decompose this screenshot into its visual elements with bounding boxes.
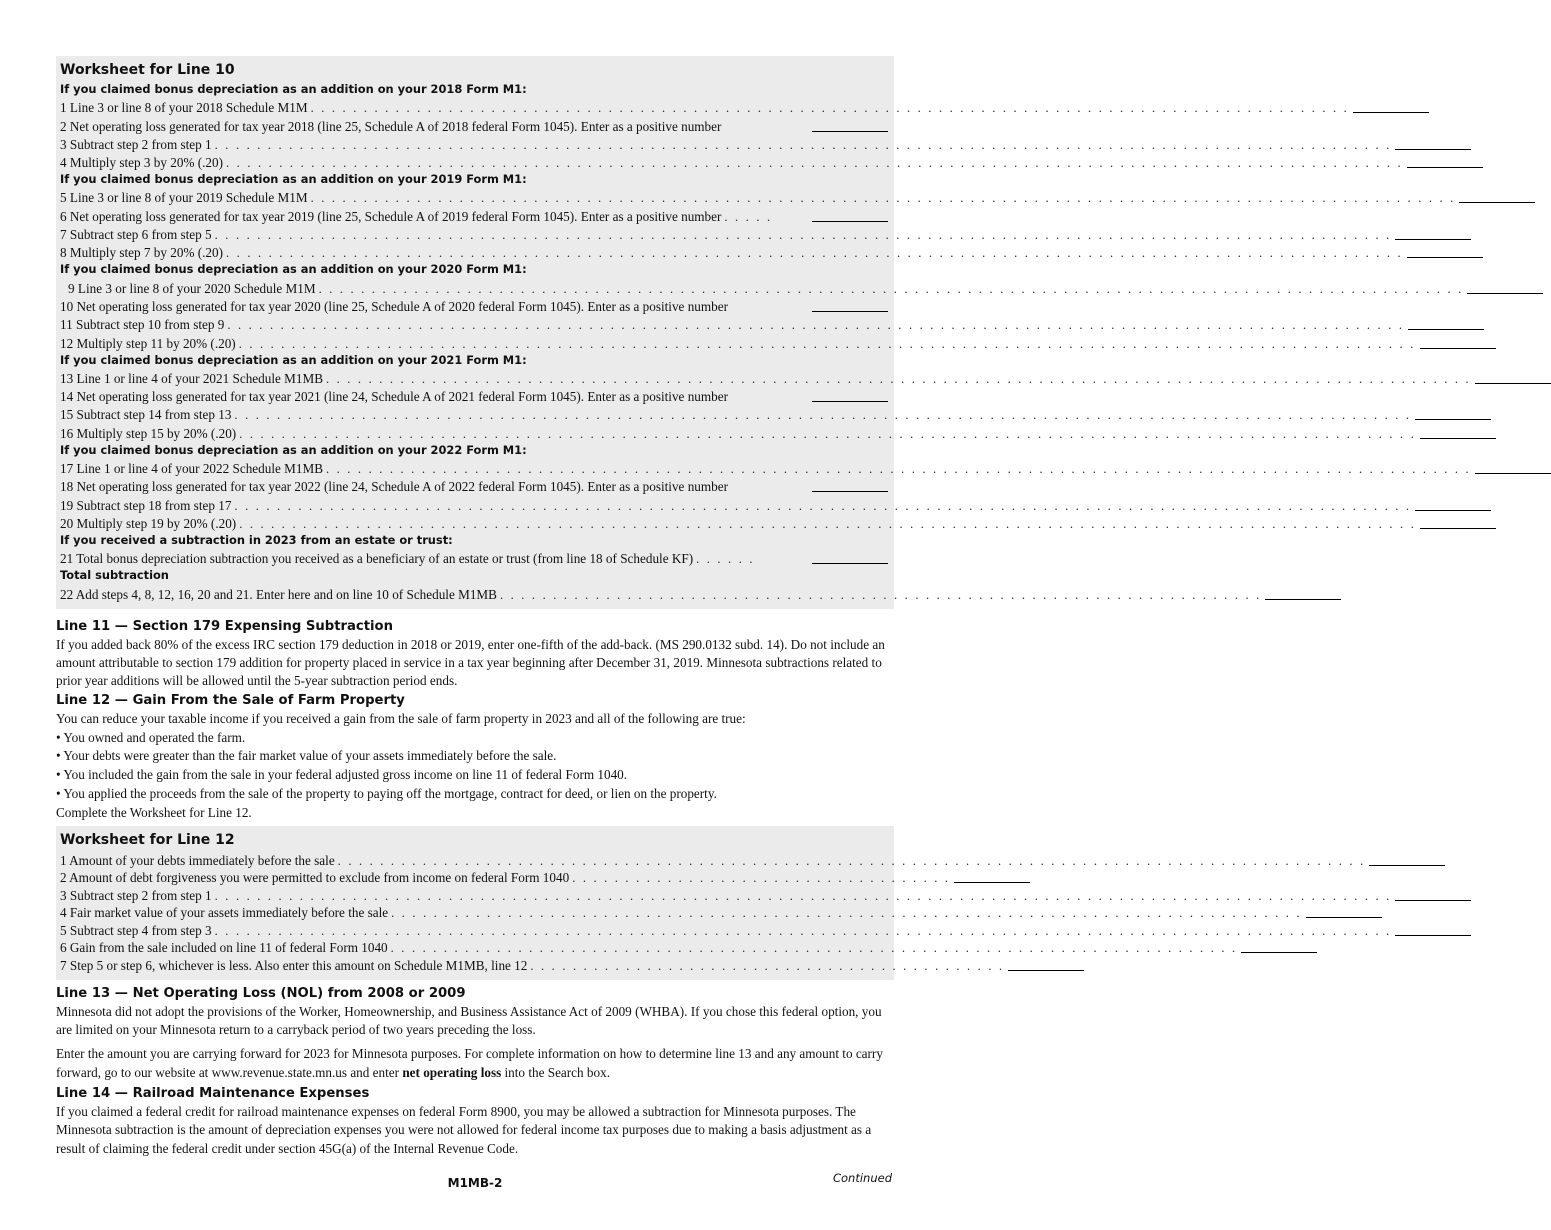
step-text: 10 Net operating loss generated for tax year 2020 (line 25, Schedule A of 2020 federal Form 1045). Enter as a positive number <box>60 298 728 314</box>
step-text: 22 Add steps 4, 8, 12, 16, 20 and 21. Enter here and on line 10 of Schedule M1MB <box>60 586 497 602</box>
search-term: net operating loss <box>402 1064 502 1080</box>
worksheet-step-5: 5 Line 3 or line 8 of your 2019 Schedule M1M . . . . . . . . . . . . . . . . . . . . . . . . . . . . . . . . . . . . . . . . . . . . . . . . . . . . . . . . . . . . . . . . . . . . . . . . . . . . . . . . . . . . . . . . . . . . . . . . . . . . . . . . . . . . <box>60 188 888 206</box>
worksheet-step-11: 11 Subtract step 10 from step 9 . . . . . . . . . . . . . . . . . . . . . . . . . . . . . . . . . . . . . . . . . . . . . . . . . . . . . . . . . . . . . . . . . . . . . . . . . . . . . . . . . . . . . . . . . . . . . . . . . . . . . . . . . . . . . . . <box>60 315 888 333</box>
step-text: 11 Subtract step 10 from step 9 <box>60 317 225 333</box>
continued-label: Continued <box>832 1171 892 1185</box>
worksheet-title: Worksheet for Line 12 <box>60 832 235 849</box>
line-12-bullet: • You included the gain from the sale in your federal adjusted gross income on line 11 of federal Form 1040. <box>56 766 628 782</box>
step-text: 14 Net operating loss generated for tax year 2021 (line 24, Schedule A of 2021 federal Form 1045). Enter as a positive number <box>60 389 728 405</box>
worksheet-title: Worksheet for Line 10 <box>60 62 235 78</box>
section-heading-2021: If you claimed bonus depreciation as an addition on your 2021 Form M1: <box>60 352 527 367</box>
section-heading-total: Total subtraction <box>60 568 169 583</box>
worksheet-line-12 <box>56 826 1392 980</box>
entry-line[interactable] <box>1475 472 1551 474</box>
line-13-text: into the Search box. <box>501 1064 610 1080</box>
step-text: 6 Net operating loss generated for tax year 2019 (line 25, Schedule A of 2019 federal Form 1045). Enter as a positive number <box>60 208 722 224</box>
step-text: 1 Amount of your debts immediately before the sale <box>60 852 335 868</box>
entry-line[interactable] <box>1353 111 1429 113</box>
worksheet-step-7: 7 Subtract step 6 from step 5 . . . . . . . . . . . . . . . . . . . . . . . . . . . . . . . . . . . . . . . . . . . . . . . . . . . . . . . . . . . . . . . . . . . . . . . . . . . . . . . . . . . . . . . . . . . . . . . . . . . . . . . . . . . . . . . <box>60 225 888 243</box>
entry-line[interactable] <box>954 881 1030 883</box>
step-text: 3 Subtract step 2 from step 1 <box>60 887 212 903</box>
line-13-paragraph-2 <box>56 1045 894 1082</box>
line-12-bullet: • You owned and operated the farm. <box>56 729 246 745</box>
line-14-heading: Line 14 — Railroad Maintenance Expenses <box>56 1086 370 1102</box>
worksheet-step-21: 21 Total bonus depreciation subtraction you received as a beneficiary of an estate or trust (from line 18 of Schedule KF) . . . . . . <box>60 549 888 567</box>
entry-line[interactable] <box>1008 969 1084 971</box>
step-text: 12 Multiply step 11 by 20% (.20) <box>60 335 236 351</box>
section-heading-estate: If you received a subtraction in 2023 from an estate or trust: <box>60 532 453 547</box>
step-text: 20 Multiply step 19 by 20% (.20) <box>60 515 237 531</box>
worksheet-step-12: 12 Multiply step 11 by 20% (.20) . . . . . . . . . . . . . . . . . . . . . . . . . . . . . . . . . . . . . . . . . . . . . . . . . . . . . . . . . . . . . . . . . . . . . . . . . . . . . . . . . . . . . . . . . . . . . . . . . . . . . . . . . . . . . . . <box>60 333 888 351</box>
step-text: 2 Amount of debt forgiveness you were permitted to exclude from income on federal Form 1040 <box>60 870 570 886</box>
entry-line[interactable] <box>812 400 888 402</box>
entry-line[interactable] <box>1467 292 1543 294</box>
entry-line[interactable] <box>1407 256 1483 258</box>
entry-line[interactable] <box>1306 916 1382 918</box>
line-13-paragraph-1: Minnesota did not adopt the provisions of the Worker, Homeownership, and Business Assistance Act of 2009 (WHBA). If you chose this federal option, you are limited on your Minnesota return to a carryback period of two years preceding the loss. <box>56 1003 882 1038</box>
entry-line[interactable] <box>812 562 888 564</box>
worksheet-step-1: 1 Amount of your debts immediately before the sale . . . . . . . . . . . . . . . . . . . . . . . . . . . . . . . . . . . . . . . . . . . . . . . . . . . . . . . . . . . . . . . . . . . . . . . . . . . . . . . . . . . . . . . . . . . . . . . . . <box>60 851 888 869</box>
step-text: 9 Line 3 or line 8 of your 2020 Schedule M1M <box>68 280 316 296</box>
worksheet-step-1: 1 Line 3 or line 8 of your 2018 Schedule M1M . . . . . . . . . . . . . . . . . . . . . . . . . . . . . . . . . . . . . . . . . . . . . . . . . . . . . . . . . . . . . . . . . . . . . . . . . . . . . . . . . . . . . . . . . . . . . . . . . . <box>60 98 888 116</box>
page-content <box>56 56 1471 1158</box>
section-heading-2022: If you claimed bonus depreciation as an addition on your 2022 Form M1: <box>60 442 527 457</box>
step-text: 19 Subtract step 18 from step 17 <box>60 497 232 513</box>
entry-line[interactable] <box>1459 201 1535 203</box>
line-13-text: Enter the amount you are carrying forward for 2023 for Minnesota purposes. For complete information on how to determine line 13 and any amount to carry forward, go to our website at www.revenue.state.mn.us and enter <box>56 1046 883 1080</box>
step-text: 5 Line 3 or line 8 of your 2019 Schedule M1M <box>60 190 308 206</box>
step-text: 4 Fair market value of your assets immediately before the sale <box>60 905 389 921</box>
step-text: 6 Gain from the sale included on line 11 of federal Form 1040 <box>60 940 388 956</box>
entry-line[interactable] <box>1475 382 1551 384</box>
step-text: 21 Total bonus depreciation subtraction you received as a beneficiary of an estate or trust (from line 18 of Schedule KF) <box>60 551 694 567</box>
entry-line[interactable] <box>1265 598 1341 600</box>
worksheet-line-10 <box>56 56 1471 609</box>
line-12-bullet: • You applied the proceeds from the sale of the property to paying off the mortgage, contract for deed, or lien on the property. <box>56 785 717 801</box>
line-11-heading: Line 11 — Section 179 Expensing Subtraction <box>56 618 394 634</box>
entry-line[interactable] <box>1241 951 1317 953</box>
worksheet-step-9: 9 Line 3 or line 8 of your 2020 Schedule M1M . . . . . . . . . . . . . . . . . . . . . . . . . . . . . . . . . . . . . . . . . . . . . . . . . . . . . . . . . . . . . . . . . . . . . . . . . . . . . . . . . . . . . . . . . . . . . . . . . . . . . . . . . . . . <box>60 278 888 296</box>
entry-line[interactable] <box>812 220 888 222</box>
worksheet-step-2 <box>60 116 888 134</box>
step-text: 15 Subtract step 14 from step 13 <box>60 407 232 423</box>
step-text: 8 Multiply step 7 by 20% (.20) <box>60 245 224 261</box>
worksheet-step-4: 4 Fair market value of your assets immediately before the sale . . . . . . . . . . . . . . . . . . . . . . . . . . . . . . . . . . . . . . . . . . . . . . . . . . . . . . . . . . . . . . . . . . . . . . . . . . . . . . . . . . . . . . <box>60 904 888 922</box>
worksheet-step-20: 20 Multiply step 19 by 20% (.20) . . . . . . . . . . . . . . . . . . . . . . . . . . . . . . . . . . . . . . . . . . . . . . . . . . . . . . . . . . . . . . . . . . . . . . . . . . . . . . . . . . . . . . . . . . . . . . . . . . . . . . . . . . . . . . . <box>60 514 888 532</box>
entry-line[interactable] <box>1395 934 1471 936</box>
entry-line[interactable] <box>1407 166 1483 168</box>
step-text: 1 Line 3 or line 8 of your 2018 Schedule M1M <box>60 100 308 116</box>
page-number: M1MB-2 <box>447 1176 503 1190</box>
entry-line[interactable] <box>1408 328 1484 330</box>
worksheet-step-6: 6 Net operating loss generated for tax year 2019 (line 25, Schedule A of 2019 federal Form 1045). Enter as a positive number . . . . . <box>60 206 888 224</box>
entry-line[interactable] <box>1395 148 1471 150</box>
entry-line[interactable] <box>812 490 888 492</box>
line-12-heading: Line 12 — Gain From the Sale of Farm Property <box>56 693 405 709</box>
worksheet-step-4: 4 Multiply step 3 by 20% (.20) . . . . . . . . . . . . . . . . . . . . . . . . . . . . . . . . . . . . . . . . . . . . . . . . . . . . . . . . . . . . . . . . . . . . . . . . . . . . . . . . . . . . . . . . . . . . . . . . . . . . . . . . . . . . . . . <box>60 153 888 171</box>
entry-line[interactable] <box>812 310 888 312</box>
worksheet-step-5: 5 Subtract step 4 from step 3 . . . . . . . . . . . . . . . . . . . . . . . . . . . . . . . . . . . . . . . . . . . . . . . . . . . . . . . . . . . . . . . . . . . . . . . . . . . . . . . . . . . . . . . . . . . . . . . . . . . . . . . . . . . . . . . <box>60 921 888 939</box>
entry-line[interactable] <box>1415 509 1491 511</box>
worksheet-step-19: 19 Subtract step 18 from step 17 . . . . . . . . . . . . . . . . . . . . . . . . . . . . . . . . . . . . . . . . . . . . . . . . . . . . . . . . . . . . . . . . . . . . . . . . . . . . . . . . . . . . . . . . . . . . . . . . . . . . . . . . . . . . . . . <box>60 495 888 513</box>
entry-line[interactable] <box>1420 437 1496 439</box>
step-text: 7 Step 5 or step 6, whichever is less. Also enter this amount on Schedule M1MB, line 12 <box>60 957 528 973</box>
entry-line[interactable] <box>1420 527 1496 529</box>
entry-line[interactable] <box>812 130 888 132</box>
line-13-heading: Line 13 — Net Operating Loss (NOL) from 2008 or 2009 <box>56 985 466 1001</box>
worksheet-step-8: 8 Multiply step 7 by 20% (.20) . . . . . . . . . . . . . . . . . . . . . . . . . . . . . . . . . . . . . . . . . . . . . . . . . . . . . . . . . . . . . . . . . . . . . . . . . . . . . . . . . . . . . . . . . . . . . . . . . . . . . . . . . . . . . . . <box>60 243 888 261</box>
worksheet-step-22: 22 Add steps 4, 8, 12, 16, 20 and 21. Enter here and on line 10 of Schedule M1MB . . . . . . . . . . . . . . . . . . . . . . . . . . . . . . . . . . . . . . . . . . . . . . . . . . . . . . . . . . . . . . . . . . . . . . . . <box>60 584 888 602</box>
section-heading-2018: If you claimed bonus depreciation as an addition on your 2018 Form M1: <box>60 82 527 96</box>
worksheet-step-15: 15 Subtract step 14 from step 13 . . . . . . . . . . . . . . . . . . . . . . . . . . . . . . . . . . . . . . . . . . . . . . . . . . . . . . . . . . . . . . . . . . . . . . . . . . . . . . . . . . . . . . . . . . . . . . . . . . . . . . . . . . . . . . . <box>60 405 888 423</box>
entry-line[interactable] <box>1420 347 1496 349</box>
line-12-complete: Complete the Worksheet for Line 12. <box>56 805 252 821</box>
step-text: 2 Net operating loss generated for tax year 2018 (line 25, Schedule A of 2018 federal Form 1045). Enter as a positive number <box>60 118 722 134</box>
worksheet-step-18 <box>60 477 888 495</box>
worksheet-step-3: 3 Subtract step 2 from step 1 . . . . . . . . . . . . . . . . . . . . . . . . . . . . . . . . . . . . . . . . . . . . . . . . . . . . . . . . . . . . . . . . . . . . . . . . . . . . . . . . . . . . . . . . . . . . . . . . . . . . . . . . . . . . . . . <box>60 886 888 904</box>
step-text: 16 Multiply step 15 by 20% (.20) <box>60 425 237 441</box>
step-text: 4 Multiply step 3 by 20% (.20) <box>60 155 224 171</box>
worksheet-step-10 <box>60 297 888 315</box>
step-text: 5 Subtract step 4 from step 3 <box>60 922 212 938</box>
line-11-text: If you added back 80% of the excess IRC section 179 deduction in 2018 or 2019, enter one-fifth of the add-back. (MS 290.0132 subd. 14). Do not include an amount attributable to section 179 addition for property placed in service in a tax year beginning after December 31, 2019. Minnesota subtractions related to prior year additions will be allowed until the 5-year subtraction period ends. <box>56 636 885 689</box>
worksheet-step-16: 16 Multiply step 15 by 20% (.20) . . . . . . . . . . . . . . . . . . . . . . . . . . . . . . . . . . . . . . . . . . . . . . . . . . . . . . . . . . . . . . . . . . . . . . . . . . . . . . . . . . . . . . . . . . . . . . . . . . . . . . . . . . . . . . . <box>60 423 888 441</box>
worksheet-step-7: 7 Step 5 or step 6, whichever is less. Also enter this amount on Schedule M1MB, line 12 . . . . . . . . . . . . . . . . . . . . . . . . . . . . . . . . . . . . . . . . . . . . . <box>60 956 888 974</box>
entry-line[interactable] <box>1395 238 1471 240</box>
step-text: 7 Subtract step 6 from step 5 <box>60 227 212 243</box>
worksheet-step-6: 6 Gain from the sale included on line 11 of federal Form 1040 . . . . . . . . . . . . . . . . . . . . . . . . . . . . . . . . . . . . . . . . . . . . . . . . . . . . . . . . . . . . . . . . . . . . . . . . . . . . . . . . <box>60 939 888 957</box>
line-14-text: If you claimed a federal credit for railroad maintenance expenses on federal Form 8900, you may be allowed a subtraction for Minnesota purposes. The Minnesota subtraction is the amount of depreciation expenses you were not allowed for federal income tax purposes due to making a basis adjustment as a result of claiming the federal credit under section 45G(a) of the Internal Revenue Code. <box>56 1104 872 1156</box>
section-heading-2020: If you claimed bonus depreciation as an addition on your 2020 Form M1: <box>60 262 527 277</box>
entry-line[interactable] <box>1395 899 1471 901</box>
section-heading-2019: If you claimed bonus depreciation as an addition on your 2019 Form M1: <box>60 172 527 187</box>
entry-line[interactable] <box>1415 418 1491 420</box>
line-12-bullet: • Your debts were greater than the fair market value of your assets immediately before the sale. <box>56 748 557 764</box>
worksheet-step-13: 13 Line 1 or line 4 of your 2021 Schedule M1MB . . . . . . . . . . . . . . . . . . . . . . . . . . . . . . . . . . . . . . . . . . . . . . . . . . . . . . . . . . . . . . . . . . . . . . . . . . . . . . . . . . . . . . . . . . . . . . . . . . . . . . . . . . . . <box>60 369 888 387</box>
entry-line[interactable] <box>1369 864 1445 866</box>
worksheet-step-2: 2 Amount of debt forgiveness you were permitted to exclude from income on federal Form 1040 . . . . . . . . . . . . . . . . . . . . . . . . . . . . . . . . . . . . <box>60 869 888 887</box>
line-12-intro: You can reduce your taxable income if you received a gain from the sale of farm property in 2023 and all of the following are true: <box>56 711 746 727</box>
worksheet-step-14 <box>60 387 888 405</box>
worksheet-step-17: 17 Line 1 or line 4 of your 2022 Schedule M1MB . . . . . . . . . . . . . . . . . . . . . . . . . . . . . . . . . . . . . . . . . . . . . . . . . . . . . . . . . . . . . . . . . . . . . . . . . . . . . . . . . . . . . . . . . . . . . . . . . . . . . . . . . . . . <box>60 459 888 477</box>
step-text: 13 Line 1 or line 4 of your 2021 Schedule M1MB <box>60 370 323 386</box>
worksheet-step-3: 3 Subtract step 2 from step 1 . . . . . . . . . . . . . . . . . . . . . . . . . . . . . . . . . . . . . . . . . . . . . . . . . . . . . . . . . . . . . . . . . . . . . . . . . . . . . . . . . . . . . . . . . . . . . . . . . . . . . . . . . . . . . . . <box>60 135 888 153</box>
step-text: 17 Line 1 or line 4 of your 2022 Schedule M1MB <box>60 461 323 477</box>
step-text: 3 Subtract step 2 from step 1 <box>60 136 212 152</box>
step-text: 18 Net operating loss generated for tax year 2022 (line 24, Schedule A of 2022 federal Form 1045). Enter as a positive number <box>60 479 728 495</box>
